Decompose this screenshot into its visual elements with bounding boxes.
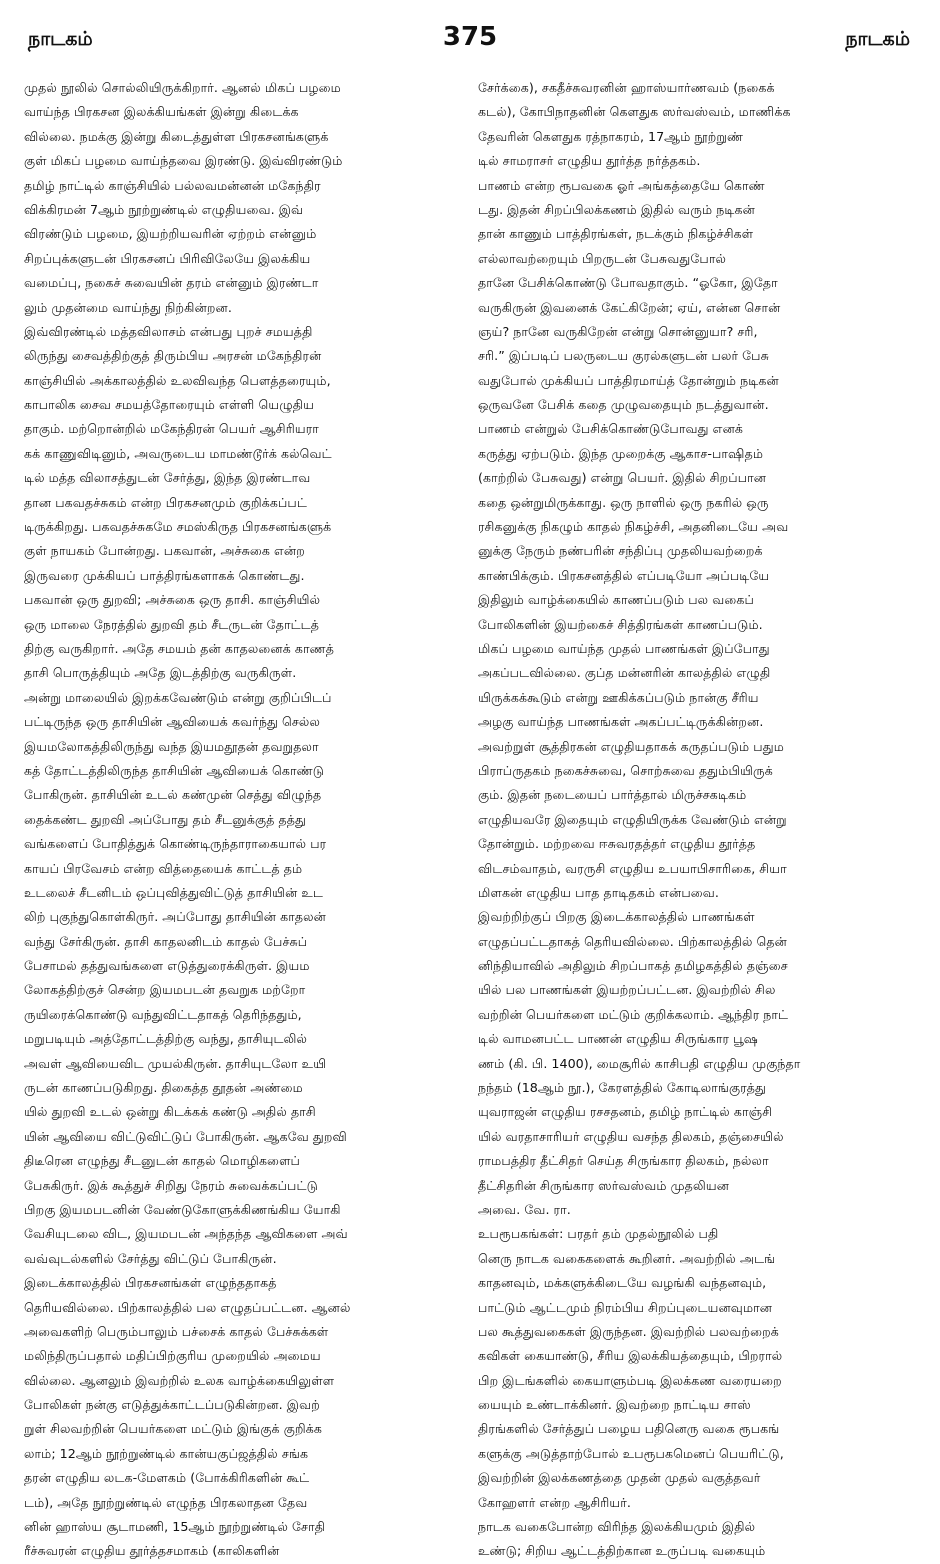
- text-line: மறுபடியும் அத்தோட்டத்திற்கு வந்து, தாசியுடலில்: [24, 1031, 308, 1047]
- text-line: குள் மிகப் பழமை வாய்ந்தவை இரண்டு. இவ்விரண்டும்: [24, 153, 343, 169]
- text-line: பட்டிருந்த ஒரு தாசியின் ஆவியைக் கவர்ந்து செல்ல: [24, 714, 320, 730]
- text-line: எழுதியவரே இதையும் எழுதியிருக்க வேண்டும் என்று: [478, 811, 787, 827]
- text-line: காண்பிக்கும். பிரகசனத்தில் எப்படியோ அப்படியே: [478, 567, 770, 583]
- text-line: யில் வரதாசாரியர் எழுதிய வசந்த திலகம், தஞ்சையில்: [478, 1128, 784, 1144]
- text-line: விரண்டும் பழமை, இயற்றியவரின் ஏற்றம் என்னும்: [24, 226, 317, 242]
- text-line: யில் பல பாணங்கள் இயற்றப்பட்டன. இவற்றில் சில: [478, 982, 776, 998]
- text-line: ருடன் காணப்படுகிறது. திகைத்த தூதன் அண்மை: [24, 1080, 303, 1096]
- text-line: மிளகன் எழுதிய பாத தாடிதகம் என்பவை.: [478, 884, 719, 900]
- text-line: ணம் (கி. பி. 1400), மைசூரில் காசிபதி எழுதிய முகுந்தா: [478, 1055, 801, 1071]
- text-line: னுக்கு நேரும் நண்பரின் சந்திப்பு முதலியவற்றைக்: [478, 543, 763, 559]
- text-line: விக்கிரமன் 7ஆம் நூற்றுண்டில் எழுதியவை. இவ்: [24, 201, 304, 217]
- text-line: கத் தோட்டத்திலிருந்த தாசியின் ஆவியைக் கொண்டு: [24, 762, 325, 778]
- text-line: டம்), அதே நூற்றுண்டில் எழுந்த பிரகலாதன தேவ: [24, 1494, 308, 1510]
- text-line: தாசி பொருத்தியும் அதே இடத்திற்கு வருகிருள்.: [24, 665, 297, 681]
- text-line: பிராப்ருதகம் நகைச்சுவை, சொற்சுவை ததும்பியிருக்: [478, 762, 773, 778]
- text-line: திரங்களில் சேர்த்துப் பழைய பதினெரு வகை ரூபகங்: [478, 1421, 780, 1437]
- text-line: இவற்றிற்குப் பிறகு இடைக்காலத்தில் பாணங்கள்: [478, 909, 755, 925]
- text-line: விடசம்வாதம், வரருசி எழுதிய உபயாபிசாரிகை, சியா: [478, 860, 787, 876]
- text-line: வங்களைப் போதித்துக் கொண்டிருந்தாராகையால் பர: [24, 836, 327, 852]
- text-line: உடலைச் சீடனிடம் ஒப்புவித்துவிட்டுத் தாசியின் உட: [24, 884, 324, 900]
- text-line: ருயிரைக்கொண்டு வந்துவிட்டதாகத் தெரிந்ததும்,: [24, 1006, 302, 1022]
- text-line: உண்டு; சிறிய ஆட்டத்திற்கான உருப்படி வகையும்: [478, 1543, 766, 1559]
- text-line: டில் மத்த விலாசத்துடன் சேர்த்து, இந்த இரண்டாவ: [24, 470, 311, 486]
- text-line: லும் முதன்மை வாய்ந்து நிற்கின்றன.: [24, 299, 232, 315]
- text-line: காஞ்சியில் அக்காலத்தில் உலவிவந்த பௌத்தரையும்,: [24, 372, 331, 388]
- text-line: தெரியவில்லை. பிற்காலத்தில் பல எழுதப்பட்டன. ஆனல்: [24, 1299, 351, 1315]
- text-line: லாம்; 12ஆம் நூற்றுண்டில் கான்யகுப்ஜத்தில் சங்க: [24, 1445, 309, 1461]
- page-number: 375: [442, 22, 498, 52]
- text-line: ரீச்சுவரன் எழுதிய தூர்த்தசமாகம் (காலிகளின்: [24, 1543, 280, 1559]
- text-line: இதிலும் வாழ்க்கையில் காணப்படும் பல வகைப்: [478, 592, 754, 608]
- text-line: போலிகள் நன்கு எடுத்துக்காட்டப்படுகின்றன. இவற்: [24, 1397, 320, 1413]
- text-line: சிறப்புக்களுடன் பிரகசனப் பிரிவிலேயே இலக்கிய: [24, 250, 311, 266]
- text-line: னெரு நாடக வகைகளைக் கூறினர். அவற்றில் அடங்: [478, 1250, 776, 1266]
- text-line: முதல் நூலில் சொல்லியிருக்கிறார். ஆனல் மிகப் பழமை: [24, 80, 341, 95]
- text-line: எல்லாவற்றையும் பிறருடன் பேசுவதுபோல்: [478, 250, 727, 266]
- text-line: மலிந்திருப்பதால் மதிப்பிற்குரிய முறையில் அமைய: [24, 1348, 321, 1364]
- text-line: இவற்றின் இலக்கணத்தை முதன் முதல் வகுத்தவர்: [478, 1470, 761, 1486]
- text-line: கருத்து ஏற்படும். இந்த முறைக்கு ஆகாச-பாஷிதம்: [478, 445, 764, 461]
- text-line: சேர்க்கை), சகதீச்சுவரனின் ஹாஸ்யார்ணவம் (நகைக்: [478, 80, 775, 95]
- text-line: காயப் பிரவேசம் என்ற வித்தையைக் காட்டத் தம்: [24, 860, 303, 876]
- text-line: பாணம் என்ற ரூபவகை ஓர் அங்கத்தையே கொண்: [478, 177, 765, 193]
- text-line: பகவான் ஒரு துறவி; அச்சுகை ஒரு தாசி. காஞ்சியில்: [24, 592, 321, 608]
- text-line: தான் காணும் பாத்திரங்கள், நடக்கும் நிகழ்ச்சிகள்: [478, 226, 754, 242]
- text-line: பிறகு இயமபடனின் வேண்டுகோளுக்கிணங்கிய யோகி: [24, 1201, 341, 1217]
- text-line: இவ்விரண்டில் மத்தவிலாசம் என்பது புறச் சமயத்தி: [24, 323, 313, 339]
- text-line: போகிருன். தாசியின் உடல் கண்முன் செத்து விழுந்த: [24, 787, 322, 803]
- text-line: களுக்கு அடுத்தாற்போல் உபரூபகமெனப் பெயரிட்டு,: [478, 1445, 784, 1461]
- text-line: அழகு வாய்ந்த பாணங்கள் அகப்பட்டிருக்கின்றன.: [478, 714, 764, 730]
- text-line: யையும் உண்டாக்கினர். இவற்றை நாட்டிய சாஸ்: [478, 1397, 751, 1413]
- right-text-column: [478, 76, 912, 1564]
- text-line: பாணம் என்றுல் பேசிக்கொண்டுபோவது எனக்: [478, 421, 743, 437]
- text-line: இயமலோகத்திலிருந்து வந்த இயமதூதன் தவறுதலா: [24, 738, 319, 754]
- text-line: தான பகவதச்சுகம் என்ற பிரகசனமும் குறிக்கப்பட்: [24, 494, 307, 510]
- text-line: வாய்ந்த பிரகசன இலக்கியங்கள் இன்று கிடைக்க: [24, 104, 299, 120]
- text-line: னின் ஹாஸ்ய சூடாமணி, 15ஆம் நூற்றுண்டில் சோதி: [24, 1519, 326, 1535]
- text-line: வற்றின் பெயர்களை மட்டும் குறிக்கலாம். ஆந்திர நாட்: [478, 1006, 789, 1022]
- text-line: உபரூபகங்கள்: பரதர் தம் முதல்நூலில் பதி: [478, 1226, 719, 1242]
- text-line: தரன் எழுதிய லடக-மேளகம் (போக்கிரிகளின் கூட்: [24, 1470, 310, 1486]
- text-line: தானே பேசிக்கொண்டு போவதாகும். “ஓகோ, இதோ: [478, 275, 778, 291]
- text-line: எழுதப்பட்டதாகத் தெரியவில்லை. பிற்காலத்தில் தென்: [478, 933, 787, 949]
- text-line: லிருந்து சைவத்திற்குத் திரும்பிய அரசன் மகேந்திரன்: [24, 348, 322, 364]
- text-line: வருகிருன் இவனைக் கேட்கிறேன்; ஏய், என்ன சொன்: [478, 299, 781, 315]
- text-line: வில்லை. ஆனலும் இவற்றில் உலக வாழ்க்கையிலுள்ள: [24, 1372, 335, 1388]
- text-line: வந்து சேர்கிருன். தாசி காதலனிடம் காதல் பேச்சுப்: [24, 933, 308, 949]
- running-header-left: நாடகம்: [28, 28, 93, 50]
- text-line: அகப்படவில்லை. குப்த மன்னரின் காலத்தில் எழுதி: [478, 665, 771, 681]
- text-line: லிற் புகுந்துகொள்கிருர். அப்போது தாசியின் காதலன்: [24, 909, 326, 925]
- text-line: (காற்றில் பேசுவது) என்று பெயர். இதில் சிறப்பான: [478, 470, 767, 486]
- text-line: யில் துறவி உடல் ஒன்று கிடக்கக் கண்டு அதில் தாசி: [24, 1104, 316, 1120]
- text-line: யிருக்கக்கூடும் என்று ஊகிக்கப்படும் நான்கு சீரிய: [478, 689, 759, 705]
- text-line: லோகத்திற்குச் சென்ற இயமபடன் தவறுக மற்றோ: [24, 982, 306, 998]
- text-line: தைக்கண்ட துறவி அப்போது தம் சீடனுக்குத் தத்து: [24, 811, 307, 827]
- text-line: தோன்றும். மற்றவை ஈசுவரதத்தர் எழுதிய தூர்த்த: [478, 836, 756, 852]
- text-line: யின் ஆவியை விட்டுவிட்டுப் போகிருன். ஆகவே துறவி: [24, 1128, 347, 1144]
- text-line: வவ்வுடல்களில் சேர்த்து விட்டுப் போகிருன்.: [24, 1250, 277, 1266]
- text-line: வதுபோல் முக்கியப் பாத்திரமாய்த் தோன்றும் நடிகன்: [478, 372, 779, 388]
- text-line: கவிகள் கையாண்டு, சீரிய இலக்கியத்தையும், பிறரால்: [478, 1348, 783, 1364]
- text-line: காபாலிக சைவ சமயத்தோரையும் எள்ளி யெழுதிய: [24, 397, 315, 413]
- text-line: ஞய்? நானே வருகிறேன் என்று சொன்னுயா? சரி,: [478, 323, 758, 339]
- text-line: டது. இதன் சிறப்பிலக்கணம் இதில் வரும் நடிகன்: [478, 201, 755, 217]
- text-line: பேசுகிருர். இக் கூத்துச் சிறிது நேரம் சுவைக்கப்பட்டு: [24, 1177, 318, 1193]
- text-line: பல கூத்துவகைகள் இருந்தன. இவற்றில் பலவற்றைக்: [478, 1323, 779, 1339]
- text-line: இருவரை முக்கியப் பாத்திரங்களாகக் கொண்டது.: [24, 567, 305, 583]
- running-header-right: நாடகம்: [845, 28, 910, 50]
- text-line: போலிகளின் இயற்கைச் சித்திரங்கள் காணப்படும்.: [478, 616, 763, 632]
- text-line: வில்லை. நமக்கு இன்று கிடைத்துள்ள பிரகசனங்களுக்: [24, 128, 329, 144]
- text-line: கும். இதன் நடையைப் பார்த்தால் மிருச்சகடிகம்: [478, 787, 747, 803]
- text-line: வமைப்பு, நகைச் சுவையின் தரம் என்னும் இரண்டா: [24, 275, 319, 291]
- text-line: திடீரென எழுந்து சீடனுடன் காதல் மொழிகளைப்: [24, 1153, 300, 1169]
- text-line: திற்கு வருகிறார். அதே சமயம் தன் காதலனைக் காணத்: [24, 640, 335, 656]
- text-line: டிருக்கிறது. பகவதச்சுகமே சமஸ்கிருத பிரகசனங்களுக்: [24, 519, 332, 535]
- text-line: பேசாமல் தத்துவங்களை எடுத்துரைக்கிருள். இயம: [24, 958, 310, 974]
- text-line: தேவரின் கௌதுக ரத்நாகரம், 17ஆம் நூற்றுண்: [478, 128, 744, 144]
- text-line: தமிழ் நாட்டில் காஞ்சியில் பல்லவமன்னன் மகேந்திர: [24, 177, 321, 193]
- text-line: பாட்டும் ஆட்டமும் நிரம்பிய சிறப்புடையனவுமான: [478, 1299, 773, 1315]
- text-line: ஒருவனே பேசிக் கதை முழுவதையும் நடத்துவான்.: [478, 397, 769, 413]
- text-line: யுவராஜன் எழுதிய ரசசதனம், தமிழ் நாட்டில் காஞ்சி: [478, 1104, 773, 1120]
- text-line: டில் வாமனபட்ட பாணன் எழுதிய சிருங்கார பூஷ: [478, 1031, 758, 1047]
- text-line: ஒரு மாலை நேரத்தில் துறவி தம் சீடருடன் தோட்டத்: [24, 616, 320, 632]
- text-line: அவைகளிற் பெரும்பாலும் பச்சைக் காதல் பேச்சுக்கள்: [24, 1323, 329, 1339]
- text-line: கதை ஒன்றுமிருக்காது. ஒரு நாளில் ஒரு நகரில் ஒரு: [478, 494, 769, 510]
- text-line: நந்தம் (18ஆம் நூ.), கேரளத்தில் கோடிலாங்குரத்து: [478, 1080, 767, 1096]
- text-line: கடல்), கோபிநாதனின் கௌதுக ஸர்வஸ்வம், மாணிக்க: [478, 104, 791, 120]
- text-line: அன்று மாலையில் இறக்கவேண்டும் என்று குறிப்பிடப்: [24, 689, 332, 705]
- text-line: தீட்சிதரின் சிருங்கார ஸர்வஸ்வம் முதலியன: [478, 1177, 730, 1193]
- text-line: வேசியுடலை விட, இயமபடன் அந்தந்த ஆவிகளை அவ்: [24, 1226, 348, 1242]
- text-line: கோஹளர் என்ற ஆசிரியர்.: [478, 1494, 631, 1510]
- text-line: காதனவும், மக்களுக்கிடையே வழங்கி வந்தனவும்,: [478, 1275, 767, 1291]
- text-line: நாடக வகைபோன்ற விரிந்த இலக்கியமும் இதில்: [478, 1519, 756, 1535]
- text-line: சரி.” இப்படிப் பலருடைய குரல்களுடன் பலர் பேசு: [478, 348, 769, 364]
- text-line: றுள் சிலவற்றின் பெயர்களை மட்டும் இங்குக் குறிக்க: [24, 1421, 323, 1437]
- text-line: கக் காணுவிடினும், அவருடைய மாமண்டூர்க் கல்வெட்: [24, 445, 332, 461]
- text-line: அவை. வே. ரா.: [478, 1201, 571, 1217]
- text-line: தாகும். மற்றொன்றில் மகேந்திரன் பெயர் ஆசிரியரா: [24, 421, 319, 437]
- text-line: மிகப் பழமை வாய்ந்த முதல் பாணங்கள் இப்போது: [478, 640, 770, 656]
- text-line: இடைக்காலத்தில் பிரகசனங்கள் எழுந்ததாகத்: [24, 1275, 277, 1291]
- text-line: பிற இடங்களில் கையாளும்படி இலக்கண வரையறை: [478, 1372, 782, 1388]
- text-line: டில் சாமராசர் எழுதிய தூர்த்த நர்த்தகம்.: [478, 153, 701, 169]
- text-line: னிந்தியாவில் அதிலும் சிறப்பாகத் தமிழகத்தில் தஞ்சை: [478, 958, 788, 974]
- text-line: ராமபத்திர தீட்சிதர் செய்த சிருங்கார திலகம், நல்லா: [478, 1153, 769, 1169]
- left-text-column: [24, 76, 458, 1564]
- text-line: ரசிகனுக்கு நிகழும் காதல் நிகழ்ச்சி, அதனிடையே அவ: [478, 519, 789, 535]
- text-line: குள் நாயகம் போன்றது. பகவான், அச்சுகை என்ற: [24, 543, 305, 559]
- text-line: அவள் ஆவியைவிட முயல்கிருன். தாசியுடலோ உயி: [24, 1055, 327, 1071]
- text-line: அவற்றுள் சூத்திரகன் எழுதியதாகக் கருதப்படும் பதும: [478, 738, 784, 754]
